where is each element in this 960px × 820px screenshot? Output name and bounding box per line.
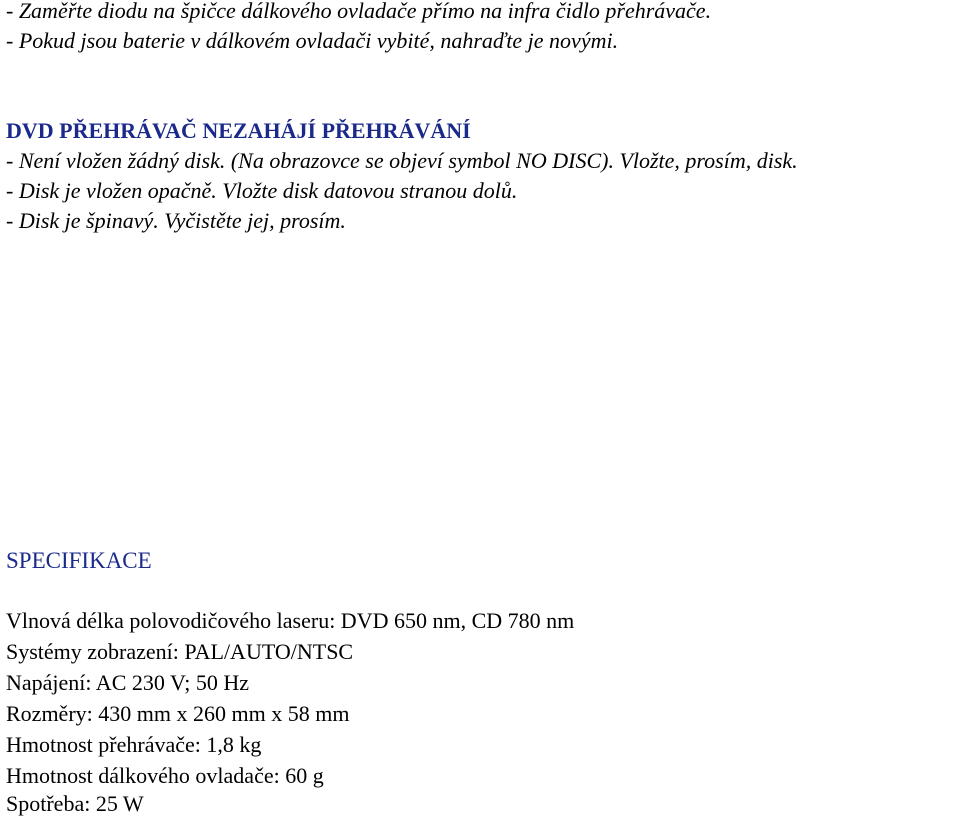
spec-line: Rozměry: 430 mm x 260 mm x 58 mm — [6, 701, 350, 726]
section-heading-no-play: DVD PŘEHRÁVAČ NEZAHÁJÍ PŘEHRÁVÁNÍ — [6, 118, 471, 143]
section-heading-specifications: SPECIFIKACE — [6, 548, 152, 573]
spec-line: Hmotnost přehrávače: 1,8 kg — [6, 732, 262, 757]
remote-tip-line: - Zaměřte diodu na špičce dálkového ovladače přímo na infra čidlo přehrávače. — [6, 0, 712, 23]
troubleshoot-line: - Není vložen žádný disk. (Na obrazovce se objeví symbol NO DISC). Vložte, prosím, disk. — [6, 148, 798, 173]
spec-line: Hmotnost dálkového ovladače: 60 g — [6, 763, 324, 788]
spec-line: Spotřeba: 25 W — [6, 791, 144, 816]
remote-tip-line: - Pokud jsou baterie v dálkovém ovladači vybité, nahraďte je novými. — [6, 28, 619, 53]
spec-line: Systémy zobrazení: PAL/AUTO/NTSC — [6, 639, 354, 664]
spec-line: Napájení: AC 230 V; 50 Hz — [6, 670, 249, 695]
troubleshoot-line: - Disk je vložen opačně. Vložte disk datovou stranou dolů. — [6, 178, 518, 203]
troubleshoot-line: - Disk je špinavý. Vyčistěte jej, prosím. — [6, 208, 346, 233]
spec-line: Vlnová délka polovodičového laseru: DVD 650 nm, CD 780 nm — [6, 608, 575, 633]
